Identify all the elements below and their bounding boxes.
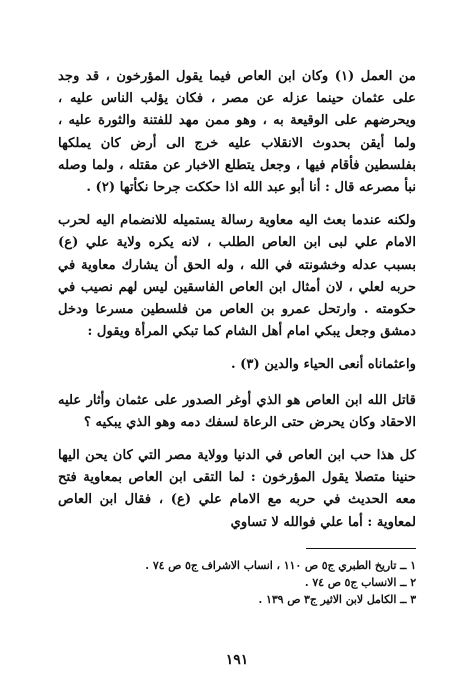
footnotes-list — [58, 557, 416, 608]
footnote-2: ٢ ــ الانساب ج٥ ص ٧٤ . — [304, 575, 416, 589]
book-page — [58, 54, 416, 668]
paragraph-5: كل هذا حب ابن العاص في الدنيا وولاية مصر التي كان يحن اليها حنينا متصلا يقول المؤرخون : لما التقى ابن العاص بمعاوية فتح معه الحديث في حربه مع الامام علي (ع) ، فقال ابن العاص لمعاوية : أما علي فوالله لا تساوي — [58, 448, 416, 530]
paragraph-3-verse: واعثماناه أنعى الحياء والدين (٣) . — [230, 357, 416, 373]
page-number: ١٩١ — [225, 652, 249, 668]
paragraph-2: ولكنه عندما بعث اليه معاوية رسالة يستميله للانضمام اليه لحرب الامام علي لبى ابن العاص الطلب ، لانه يكره ولاية علي (ع) بسبب عدله وخشونته في الله ، وله الحق أن يشارك معاوية في حربه لعلي ، لان أمثال ابن العاص الفاسقين ليس لهم نصيب في حكومته . وارتحل عمرو بن العاص من فلسطين مسرعا ودخل دمشق وجعل يبكي امام أهل الشام كما تبكي المرأة ويقول : — [58, 213, 416, 340]
footnote-3: ٣ ــ الكامل لابن الاثير ج٣ ص ١٣٩ . — [258, 592, 416, 606]
footnote-divider — [306, 548, 416, 549]
paragraph-1: من العمل (١) وكان ابن العاص فيما يقول المؤرخون ، قد وجد على عثمان حينما عزله عن مصر ، فكان يؤلب الناس عليه ، ويحرضهم على الوقيعة به ، وهو ممن مهد للفتنة والثورة عليه ، ولما أيقن بحدوث الانقلاب عليه خرج الى أرض كان يملكها بفلسطين فأقام فيها ، وجعل يتطلع الاخبار عن مقتله ، ولما وصله نبأ مصرعه قال : أنا أبو عبد الله اذا حككت جرحا نكأتها (٢) . — [58, 69, 416, 196]
paragraph-4: قاتل الله ابن العاص هو الذي أوغر الصدور على عثمان وأثار عليه الاحقاد وكان يحرض حتى الرعاة لسفك دمه وهو الذي يبكيه ؟ — [58, 392, 416, 430]
footnote-1: ١ ــ تاريخ الطبري ج٥ ص ١١٠ ، انساب الاشراف ج٥ ص ٧٤ . — [145, 558, 416, 572]
